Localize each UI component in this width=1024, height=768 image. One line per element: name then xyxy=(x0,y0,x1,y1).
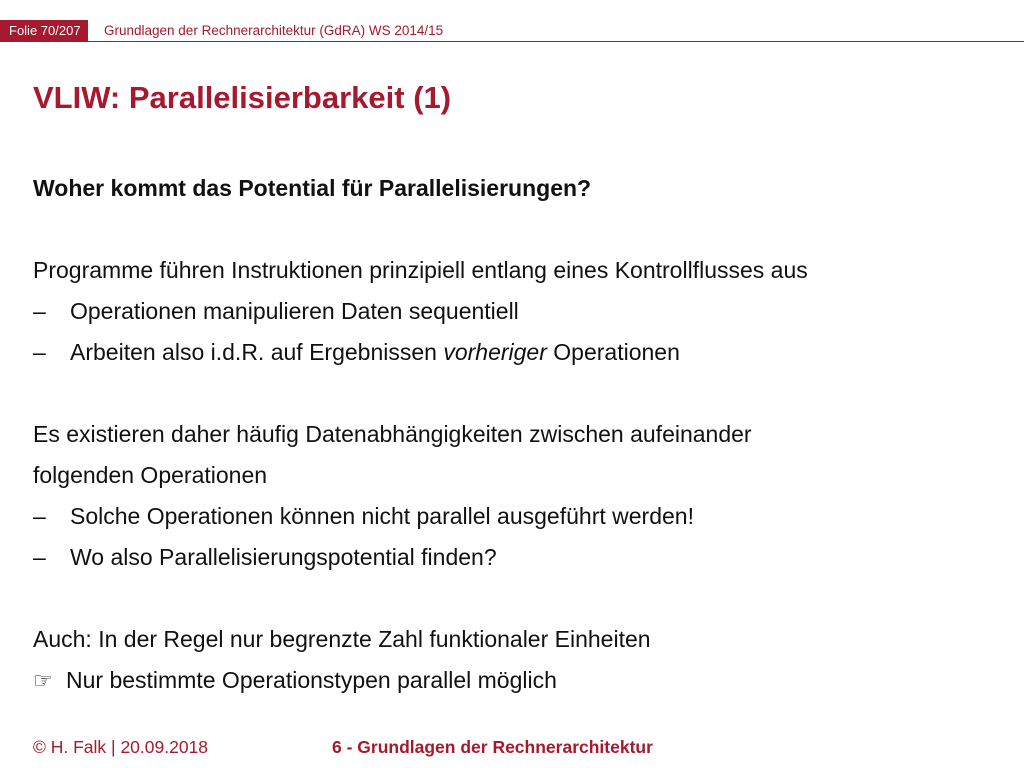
page-title: VLIW: Parallelisierbarkeit (1) xyxy=(33,80,452,115)
data-dependency-statement-line1: Es existieren daher häufig Datenabhängigkeiten zwischen aufeinander xyxy=(33,421,752,447)
spacer xyxy=(33,373,1003,414)
bullet-text: Operationen manipulieren Daten sequentiell xyxy=(70,298,519,324)
footer-chapter: 6 - Grundlagen der Rechnerarchitektur xyxy=(332,737,653,757)
dash-bullet-icon: – xyxy=(33,503,46,529)
bullet-not-parallel xyxy=(33,496,1003,537)
dash-bullet-icon: – xyxy=(33,298,46,324)
implication-text: Nur bestimmte Operationstypen parallel möglich xyxy=(66,667,557,693)
functional-units-statement: Auch: In der Regel nur begrenzte Zahl funktionaler Einheiten xyxy=(33,626,651,652)
slide-content xyxy=(33,168,1003,701)
bullet-text: Wo also Parallelisierungspotential finden? xyxy=(70,544,497,570)
pointing-hand-icon: ☞ xyxy=(33,668,53,693)
bullet-text: Solche Operationen können nicht parallel ausgeführt werden! xyxy=(70,503,694,529)
course-title: Grundlagen der Rechnerarchitektur (GdRA) WS 2014/15 xyxy=(104,23,444,38)
control-flow-statement: Programme führen Instruktionen prinzipiell entlang eines Kontrollflusses aus xyxy=(33,257,808,283)
dash-bullet-icon: – xyxy=(33,339,46,365)
spacer xyxy=(33,209,1003,250)
bullet-text-suffix: Operationen xyxy=(546,339,680,365)
spacer xyxy=(33,578,1003,619)
guiding-question: Woher kommt das Potential für Parallelisierungen? xyxy=(33,175,592,201)
bullet-text-emphasis: vorheriger xyxy=(443,339,547,365)
bullet-where-potential xyxy=(33,537,1003,578)
bullet-sequential-data xyxy=(33,291,1003,332)
bullet-text-prefix: Arbeiten also i.d.R. auf Ergebnissen xyxy=(70,339,444,365)
data-dependency-statement-line2: folgenden Operationen xyxy=(33,462,268,488)
slide-counter-badge: Folie 70/207 xyxy=(0,20,88,41)
footer-author-date: © H. Falk | 20.09.2018 xyxy=(33,737,209,757)
bullet-previous-results xyxy=(33,332,1003,373)
implication-item xyxy=(33,660,1003,701)
dash-bullet-icon: – xyxy=(33,544,46,570)
header-divider xyxy=(0,41,1024,42)
